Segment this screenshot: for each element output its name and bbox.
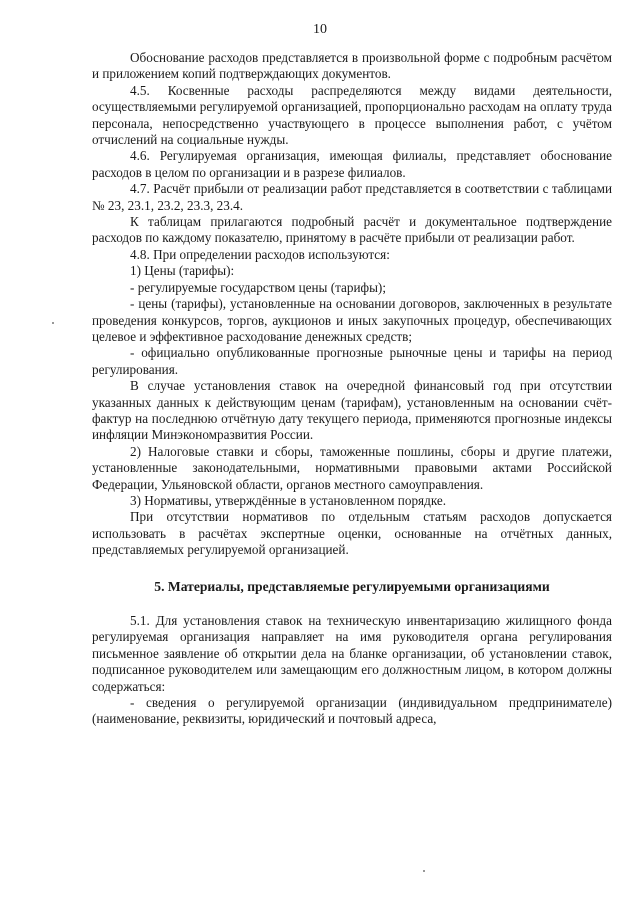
paragraph-p6: 4.8. При определении расходов используются:	[130, 246, 390, 262]
section-4-text	[92, 50, 612, 559]
paragraph-p12: 2) Налоговые ставки и сборы, таможенные пошлины, сборы и другие платежи, установленные законодательными, нормативными правовыми актами Российской Федерации, Ульяновской области, органов местного самоуправления.	[92, 443, 612, 492]
paragraph-p7: 1) Цены (тарифы):	[130, 263, 235, 279]
paragraph-p4: 4.7. Расчёт прибыли от реализации работ представляется в соответствии с таблицами № 23, 23.1, 23.2, 23.3, 23.4.	[92, 181, 612, 213]
paragraph-p13: 3) Нормативы, утверждённые в установленном порядке.	[130, 492, 447, 508]
paragraph-p16: - сведения о регулируемой организации (индивидуальном предпринимателе) (наименование, реквизиты, юридический и почтовый адреса,	[92, 695, 612, 727]
paragraph-p2: 4.5. Косвенные расходы распределяются между видами деятельности, осуществляемыми регулируемой организацией, пропорционально расходам на оплату труда персонала, непосредственно участвующего в процессе выполнения работ, с учётом отчислений на социальные нужды.	[92, 82, 612, 148]
paragraph-p1: Обоснование расходов представляется в произвольной форме с подробным расчётом и приложением копий подтверждающих документов.	[92, 50, 612, 82]
document-body	[92, 50, 612, 728]
paragraph-p8: - регулируемые государством цены (тарифы);	[130, 279, 386, 295]
section-heading: 5. Материалы, представляемые регулируемыми организациями	[154, 578, 550, 594]
paragraph-p10: - официально опубликованные прогнозные рыночные цены и тарифы на период регулирования.	[92, 345, 612, 377]
paragraph-p14: При отсутствии нормативов по отдельным статьям расходов допускается использовать в расчётах экспертные оценки, основанные на отчётных данных, представляемых регулируемой организацией.	[92, 509, 612, 558]
paragraph-p11: В случае установления ставок на очередной финансовый год при отсутствии указанных данных к действующим ценам (тарифам), установленным на основании счёт-фактур на последнюю отчётную дату текущего периода, применяются прогнозные индексы инфляции Минэкономразвития России.	[92, 378, 612, 443]
page-number: 10	[313, 22, 327, 37]
scan-speck	[423, 870, 425, 872]
scan-speck	[52, 322, 54, 324]
paragraph-p15: 5.1. Для установления ставок на техническую инвентаризацию жилищного фонда регулируемая организация направляет на имя руководителя органа регулирования письменное заявление об открытии дела на бланке организации, об установлении ставок, подписанное руководителем или замещающим его должностным лицом, в котором должны содержаться:	[92, 613, 612, 694]
section-5-text	[92, 613, 612, 728]
paragraph-p3: 4.6. Регулируемая организация, имеющая филиалы, представляет обоснование расходов в целом по организации и в разрезе филиалов.	[92, 148, 612, 180]
paragraph-p9: - цены (тарифы), установленные на основании договоров, заключенных в результате проведения конкурсов, торгов, аукционов и иных закупочных процедур, обеспечивающих целевое и эффективное расходование денежных средств;	[92, 296, 612, 344]
paragraph-p5: К таблицам прилагаются подробный расчёт и документальное подтверждение расходов по каждому показателю, принятому в расчёте прибыли от реализации работ.	[92, 214, 612, 246]
